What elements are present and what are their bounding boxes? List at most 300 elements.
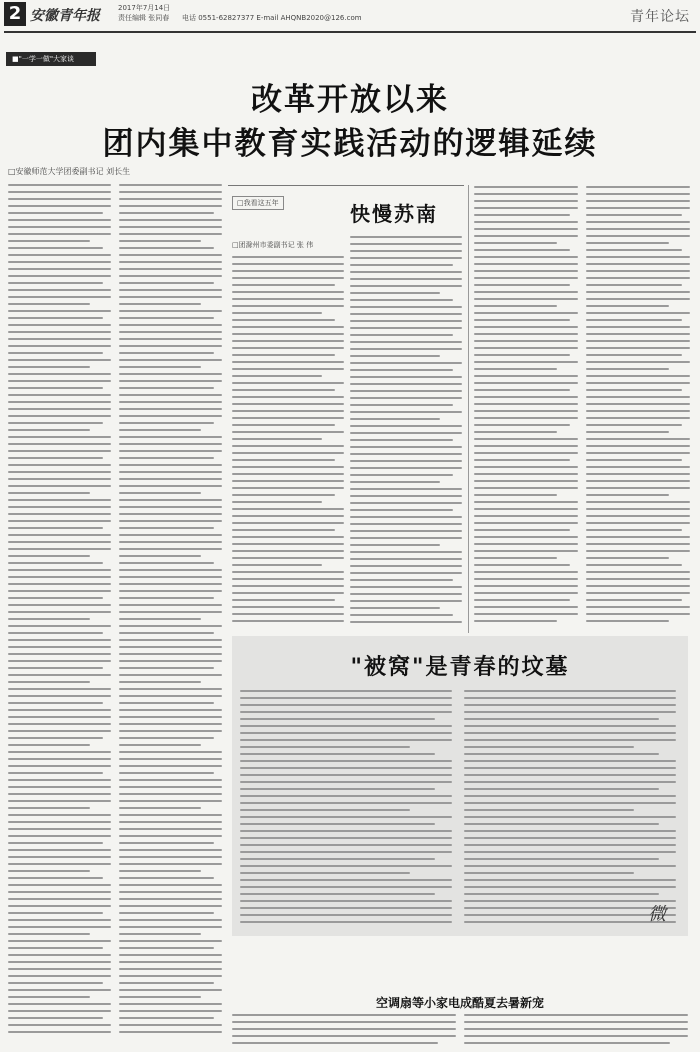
text-line bbox=[119, 422, 214, 424]
header-rule bbox=[4, 31, 696, 33]
text-line bbox=[8, 877, 103, 879]
text-line bbox=[240, 788, 435, 790]
text-line bbox=[586, 515, 690, 517]
text-line bbox=[586, 410, 690, 412]
text-line bbox=[8, 198, 111, 200]
text-line bbox=[8, 184, 111, 186]
text-line bbox=[232, 1028, 456, 1030]
text-line bbox=[8, 646, 111, 648]
text-line bbox=[8, 842, 103, 844]
text-line bbox=[350, 565, 462, 567]
text-line bbox=[119, 891, 222, 893]
text-line bbox=[8, 807, 90, 809]
text-column bbox=[119, 184, 222, 1038]
text-line bbox=[474, 291, 578, 293]
text-line bbox=[240, 851, 452, 853]
column-tag: ■"一学一做"大家谈 bbox=[6, 52, 96, 66]
text-line bbox=[232, 326, 344, 328]
text-line bbox=[232, 1014, 456, 1016]
text-line bbox=[8, 268, 111, 270]
text-line bbox=[8, 254, 111, 256]
text-line bbox=[119, 254, 222, 256]
text-line bbox=[350, 404, 453, 406]
text-line bbox=[8, 324, 111, 326]
text-line bbox=[8, 471, 111, 473]
text-line bbox=[119, 345, 222, 347]
text-line bbox=[474, 263, 578, 265]
text-line bbox=[474, 312, 578, 314]
text-line bbox=[474, 424, 570, 426]
text-line bbox=[464, 767, 676, 769]
text-line bbox=[119, 702, 214, 704]
text-line bbox=[586, 200, 690, 202]
text-line bbox=[350, 250, 462, 252]
text-line bbox=[464, 816, 676, 818]
text-line bbox=[240, 767, 452, 769]
text-line bbox=[586, 452, 690, 454]
text-line bbox=[232, 606, 344, 608]
text-line bbox=[586, 529, 682, 531]
text-line bbox=[119, 569, 222, 571]
text-line bbox=[119, 947, 214, 949]
text-line bbox=[8, 1017, 103, 1019]
text-line bbox=[8, 583, 111, 585]
text-line bbox=[119, 296, 222, 298]
text-line bbox=[474, 396, 578, 398]
text-line bbox=[232, 599, 335, 601]
text-line bbox=[119, 807, 201, 809]
text-line bbox=[8, 695, 111, 697]
text-line bbox=[8, 639, 111, 641]
main-article-body bbox=[8, 184, 222, 1044]
text-line bbox=[119, 933, 201, 935]
text-line bbox=[240, 774, 452, 776]
text-line bbox=[586, 536, 690, 538]
text-line bbox=[232, 319, 335, 321]
text-line bbox=[119, 688, 222, 690]
text-line bbox=[8, 709, 111, 711]
text-line bbox=[8, 786, 111, 788]
text-line bbox=[119, 968, 222, 970]
text-line bbox=[350, 369, 453, 371]
text-line bbox=[119, 961, 222, 963]
text-line bbox=[119, 415, 222, 417]
text-line bbox=[350, 362, 462, 364]
text-line bbox=[586, 284, 682, 286]
text-line bbox=[464, 690, 676, 692]
text-line bbox=[119, 338, 222, 340]
text-line bbox=[8, 590, 111, 592]
text-line bbox=[8, 569, 111, 571]
text-line bbox=[8, 1003, 111, 1005]
text-line bbox=[8, 422, 103, 424]
text-line bbox=[232, 263, 344, 265]
text-line bbox=[586, 256, 690, 258]
text-line bbox=[119, 632, 214, 634]
main-headline-line-1: 改革开放以来 bbox=[251, 82, 449, 118]
text-line bbox=[119, 730, 222, 732]
text-line bbox=[586, 487, 690, 489]
text-line bbox=[474, 480, 578, 482]
text-line bbox=[474, 550, 578, 552]
text-line bbox=[8, 1024, 111, 1026]
text-line bbox=[350, 537, 462, 539]
section-name: 青年论坛 bbox=[630, 9, 690, 25]
text-line bbox=[119, 464, 222, 466]
text-line bbox=[240, 865, 452, 867]
text-line bbox=[464, 760, 676, 762]
text-line bbox=[8, 394, 111, 396]
text-line bbox=[586, 228, 690, 230]
text-line bbox=[232, 417, 344, 419]
text-line bbox=[350, 264, 453, 266]
text-line bbox=[350, 453, 462, 455]
text-line bbox=[350, 516, 462, 518]
youth-article-body-col2 bbox=[464, 690, 676, 930]
text-line bbox=[474, 319, 570, 321]
text-line bbox=[474, 620, 557, 622]
text-line bbox=[240, 746, 410, 748]
text-line bbox=[474, 186, 578, 188]
text-line bbox=[474, 557, 557, 559]
text-line bbox=[232, 354, 335, 356]
text-line bbox=[8, 681, 90, 683]
text-line bbox=[8, 1031, 111, 1033]
text-line bbox=[350, 334, 453, 336]
text-line bbox=[8, 870, 90, 872]
text-line bbox=[8, 464, 111, 466]
text-line bbox=[8, 674, 111, 676]
text-line bbox=[8, 576, 111, 578]
text-line bbox=[8, 457, 103, 459]
text-line bbox=[8, 317, 103, 319]
text-line bbox=[119, 870, 201, 872]
text-line bbox=[8, 527, 103, 529]
text-line bbox=[474, 333, 578, 335]
text-line bbox=[474, 494, 557, 496]
text-line bbox=[119, 863, 222, 865]
text-line bbox=[586, 375, 690, 377]
text-line bbox=[119, 457, 214, 459]
text-line bbox=[8, 604, 111, 606]
text-line bbox=[119, 359, 222, 361]
text-line bbox=[119, 499, 222, 501]
text-line bbox=[119, 772, 214, 774]
text-line bbox=[474, 340, 578, 342]
text-line bbox=[350, 278, 462, 280]
text-line bbox=[8, 849, 111, 851]
text-line bbox=[586, 501, 690, 503]
text-line bbox=[119, 247, 214, 249]
text-line bbox=[350, 558, 462, 560]
text-line bbox=[119, 373, 222, 375]
text-line bbox=[8, 723, 111, 725]
text-line bbox=[350, 600, 462, 602]
text-line bbox=[586, 263, 690, 265]
text-line bbox=[586, 277, 690, 279]
text-line bbox=[8, 534, 111, 536]
text-line bbox=[119, 429, 201, 431]
text-line bbox=[8, 975, 111, 977]
text-line bbox=[240, 816, 452, 818]
text-line bbox=[119, 884, 222, 886]
text-line bbox=[119, 478, 222, 480]
text-line bbox=[474, 473, 578, 475]
text-line bbox=[119, 646, 222, 648]
text-line bbox=[8, 520, 111, 522]
text-line bbox=[350, 390, 462, 392]
text-line bbox=[240, 739, 452, 741]
text-line bbox=[8, 982, 103, 984]
text-line bbox=[350, 418, 440, 420]
text-line bbox=[8, 387, 103, 389]
text-line bbox=[474, 214, 570, 216]
text-line bbox=[232, 361, 344, 363]
text-line bbox=[8, 667, 103, 669]
text-line bbox=[8, 968, 111, 970]
text-line bbox=[586, 403, 690, 405]
text-line bbox=[474, 564, 570, 566]
text-line bbox=[586, 480, 690, 482]
text-line bbox=[8, 926, 111, 928]
text-line bbox=[474, 249, 570, 251]
text-line bbox=[119, 996, 201, 998]
text-line bbox=[119, 1010, 222, 1012]
text-column bbox=[8, 184, 111, 1038]
text-line bbox=[464, 795, 676, 797]
text-line bbox=[119, 275, 222, 277]
text-line bbox=[8, 331, 111, 333]
text-line bbox=[350, 327, 462, 329]
text-line bbox=[119, 674, 222, 676]
text-line bbox=[8, 310, 111, 312]
text-line bbox=[464, 809, 634, 811]
text-line bbox=[474, 221, 578, 223]
text-line bbox=[474, 228, 578, 230]
text-line bbox=[240, 809, 410, 811]
text-line bbox=[119, 527, 214, 529]
text-line bbox=[350, 495, 462, 497]
text-line bbox=[586, 543, 690, 545]
text-line bbox=[119, 240, 201, 242]
text-line bbox=[350, 383, 462, 385]
text-line bbox=[119, 653, 222, 655]
text-line bbox=[464, 1035, 688, 1037]
text-line bbox=[8, 205, 111, 207]
text-column bbox=[464, 1014, 688, 1049]
text-line bbox=[240, 893, 435, 895]
text-line bbox=[232, 487, 344, 489]
text-line bbox=[586, 207, 690, 209]
text-line bbox=[240, 732, 452, 734]
text-line bbox=[119, 611, 222, 613]
text-line bbox=[586, 235, 690, 237]
text-line bbox=[586, 578, 690, 580]
text-line bbox=[350, 306, 462, 308]
text-line bbox=[350, 614, 453, 616]
text-line bbox=[232, 1035, 456, 1037]
text-line bbox=[464, 788, 659, 790]
youth-article-body bbox=[240, 690, 452, 930]
text-line bbox=[474, 599, 570, 601]
text-line bbox=[232, 424, 335, 426]
text-line bbox=[240, 690, 452, 692]
text-line bbox=[240, 711, 452, 713]
text-line bbox=[8, 891, 111, 893]
text-line bbox=[464, 900, 676, 902]
text-line bbox=[350, 376, 462, 378]
text-line bbox=[350, 502, 462, 504]
text-line bbox=[464, 837, 676, 839]
text-line bbox=[119, 436, 222, 438]
text-line bbox=[350, 425, 462, 427]
text-line bbox=[8, 989, 111, 991]
text-line bbox=[8, 191, 111, 193]
text-line bbox=[474, 207, 578, 209]
text-line bbox=[464, 697, 676, 699]
text-line bbox=[8, 373, 111, 375]
text-line bbox=[350, 481, 440, 483]
text-line bbox=[586, 494, 669, 496]
text-line bbox=[8, 660, 111, 662]
sub-article-headline: 空调扇等小家电成酷夏去暑新宠 bbox=[375, 996, 544, 1010]
text-line bbox=[464, 879, 676, 881]
text-line bbox=[8, 821, 111, 823]
text-line bbox=[119, 1031, 222, 1033]
text-line bbox=[8, 485, 111, 487]
text-line bbox=[8, 338, 111, 340]
text-line bbox=[350, 551, 462, 553]
text-line bbox=[119, 317, 214, 319]
text-line bbox=[474, 242, 557, 244]
text-line bbox=[586, 193, 690, 195]
text-line bbox=[464, 865, 676, 867]
text-line bbox=[232, 557, 344, 559]
text-line bbox=[240, 781, 452, 783]
text-line bbox=[119, 506, 222, 508]
text-column bbox=[464, 690, 676, 928]
text-line bbox=[119, 184, 222, 186]
text-line bbox=[8, 772, 103, 774]
text-line bbox=[119, 821, 222, 823]
text-line bbox=[232, 564, 322, 566]
text-line bbox=[232, 333, 344, 335]
text-line bbox=[232, 340, 344, 342]
text-line bbox=[119, 681, 201, 683]
text-line bbox=[119, 555, 201, 557]
text-line bbox=[119, 618, 201, 620]
text-line bbox=[8, 492, 90, 494]
right-article-body bbox=[474, 186, 690, 630]
text-line bbox=[474, 522, 578, 524]
text-line bbox=[119, 737, 214, 739]
contact-line: 电话 0551-62827377 E-mail AHQNB2020@126.com bbox=[182, 14, 362, 22]
text-line bbox=[350, 432, 462, 434]
text-line bbox=[119, 639, 222, 641]
feature-article-body-col2 bbox=[350, 236, 462, 630]
text-line bbox=[474, 613, 578, 615]
text-line bbox=[119, 513, 222, 515]
text-line bbox=[232, 529, 335, 531]
text-line bbox=[474, 606, 578, 608]
text-line bbox=[8, 499, 111, 501]
text-line bbox=[586, 620, 669, 622]
text-line bbox=[232, 480, 344, 482]
text-line bbox=[586, 613, 690, 615]
text-line bbox=[232, 571, 344, 573]
text-line bbox=[350, 593, 462, 595]
text-line bbox=[586, 270, 690, 272]
text-line bbox=[350, 467, 462, 469]
text-line bbox=[8, 1010, 111, 1012]
text-column bbox=[474, 186, 578, 627]
text-line bbox=[232, 543, 344, 545]
text-line bbox=[232, 389, 335, 391]
text-line bbox=[8, 751, 111, 753]
text-line bbox=[119, 695, 222, 697]
text-line bbox=[232, 515, 344, 517]
text-line bbox=[350, 397, 462, 399]
text-line bbox=[232, 284, 335, 286]
text-line bbox=[350, 621, 462, 623]
sub-article-body bbox=[232, 1014, 688, 1050]
column-divider bbox=[468, 185, 469, 633]
text-line bbox=[119, 541, 222, 543]
text-line bbox=[8, 548, 111, 550]
text-line bbox=[119, 233, 222, 235]
text-line bbox=[119, 856, 222, 858]
text-line bbox=[8, 716, 111, 718]
text-line bbox=[586, 571, 690, 573]
text-line bbox=[474, 543, 578, 545]
text-line bbox=[119, 954, 222, 956]
text-line bbox=[350, 572, 462, 574]
text-line bbox=[586, 396, 690, 398]
text-line bbox=[240, 858, 435, 860]
text-line bbox=[232, 298, 344, 300]
text-line bbox=[8, 345, 111, 347]
text-line bbox=[119, 303, 201, 305]
text-line bbox=[119, 779, 222, 781]
text-line bbox=[350, 579, 453, 581]
text-line bbox=[119, 842, 214, 844]
text-line bbox=[586, 508, 690, 510]
text-line bbox=[119, 751, 222, 753]
text-line bbox=[586, 466, 690, 468]
text-line bbox=[586, 550, 690, 552]
text-line bbox=[464, 872, 634, 874]
text-line bbox=[474, 298, 578, 300]
text-line bbox=[474, 284, 570, 286]
text-line bbox=[474, 256, 578, 258]
text-line bbox=[474, 585, 578, 587]
text-line bbox=[119, 191, 222, 193]
text-line bbox=[232, 375, 322, 377]
text-line bbox=[119, 576, 222, 578]
text-line bbox=[240, 886, 452, 888]
text-line bbox=[119, 590, 222, 592]
text-line bbox=[586, 326, 690, 328]
text-line bbox=[119, 324, 222, 326]
text-line bbox=[586, 431, 669, 433]
text-line bbox=[119, 331, 222, 333]
text-line bbox=[586, 214, 682, 216]
text-line bbox=[586, 459, 682, 461]
text-line bbox=[586, 354, 682, 356]
text-line bbox=[8, 240, 90, 242]
text-line bbox=[119, 849, 222, 851]
text-line bbox=[464, 802, 676, 804]
